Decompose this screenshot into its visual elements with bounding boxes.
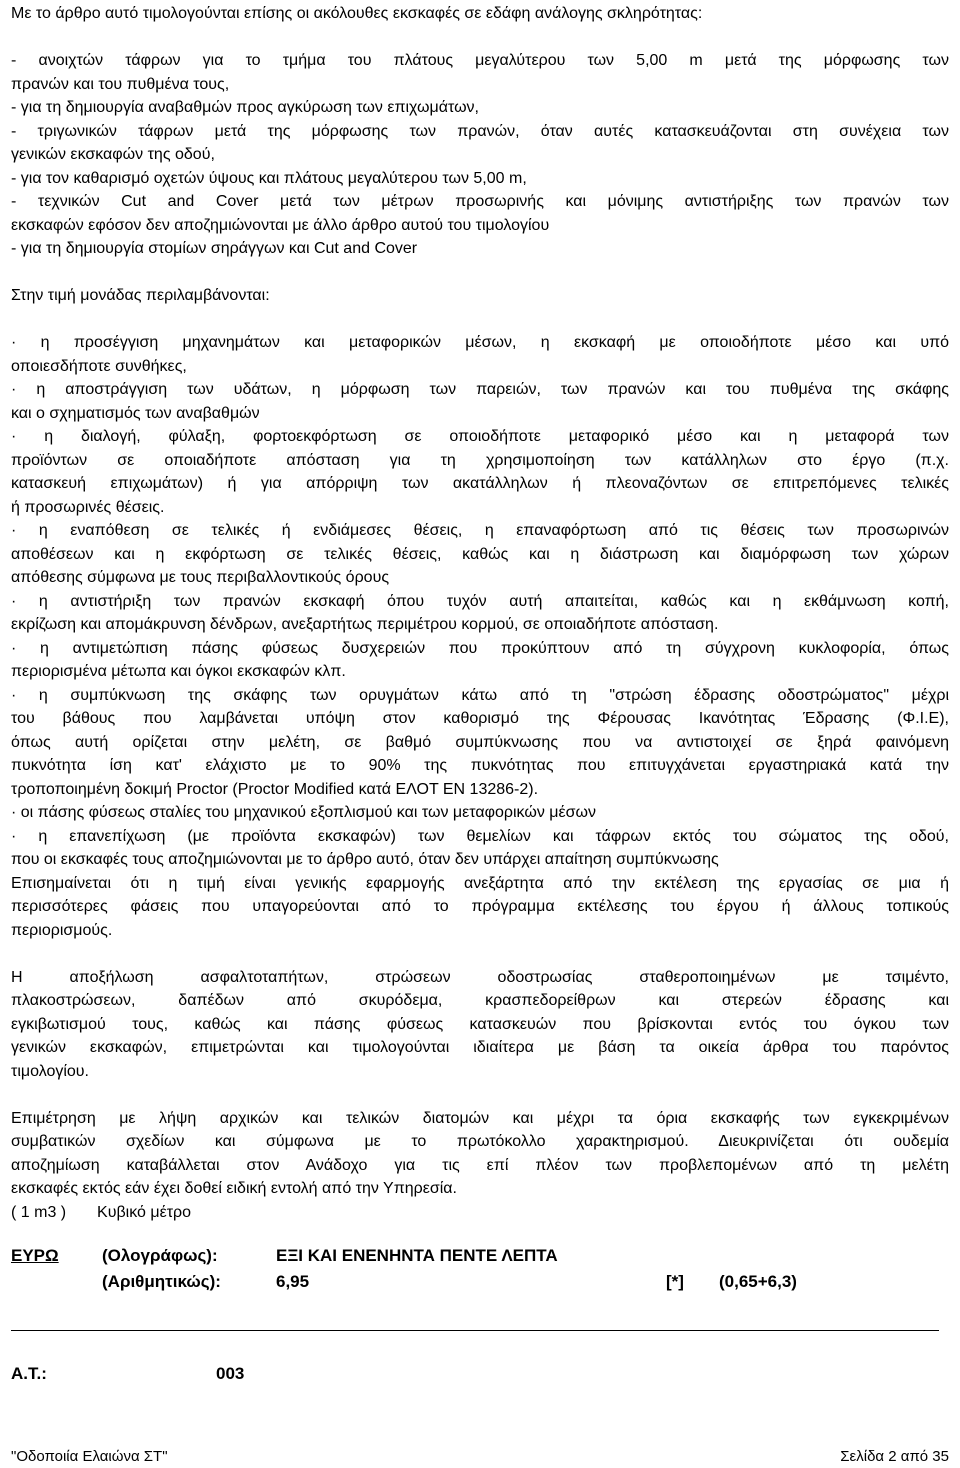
paragraph-line: τιμολογίου. bbox=[11, 1062, 89, 1080]
list-line: - τεχνικών Cut and Cover μετά των μέτρων προσωρινής και μόνιμης αντιστήριξης των πρανών των bbox=[11, 193, 949, 210]
price-marker: [*] bbox=[666, 1272, 684, 1291]
paragraph-line: πλακοστρώσεων, δαπέδων από σκυρόδεμα, κρασπεδορείθρων και στερεών έδρασης και bbox=[11, 992, 949, 1009]
includes-line: οποιεσδήποτε συνθήκες, bbox=[11, 357, 187, 375]
paragraph-line: Η αποξήλωση ασφαλτοταπήτων, στρώσεων οδοστρωσίας σταθεροποιημένων με τσιμέντο, bbox=[11, 968, 949, 986]
includes-line: πυκνότητα ίση κατ' ελάχιστο με το 90% της πυκνότητας που επιτυγχάνεται εργαστηριακά κατά την bbox=[11, 757, 949, 774]
currency-label: ΕΥΡΩ bbox=[11, 1246, 59, 1265]
includes-line: τροποποιημένη δοκιμή Proctor (Proctor Modified κατά ΕΛΟΤ ΕΝ 13286-2). bbox=[11, 780, 539, 798]
paragraph-line: γενικών εκσκαφών, επιμετρώνται και τιμολογούνται ιδιαίτερα με βάση τα οικεία άρθρα του παρόντος bbox=[11, 1039, 949, 1056]
includes-line: · η αντιστήριξη των πρανών εκσκαφή όπου τυχόν αυτή απαιτείται, καθώς και η εκθάμνωση κοπή, bbox=[11, 592, 949, 610]
includes-heading: Στην τιμή μονάδας περιλαμβάνονται: bbox=[11, 287, 270, 304]
words-value: ΕΞΙ ΚΑΙ ΕΝΕΝΗΝΤΑ ΠΕΝΤΕ ΛΕΠΤΑ bbox=[276, 1246, 558, 1265]
words-label: (Ολογράφως): bbox=[102, 1246, 218, 1265]
unit-code: ( 1 m3 ) bbox=[11, 1203, 67, 1221]
includes-line: περιορισμούς. bbox=[11, 921, 113, 939]
includes-line: · η συμπύκνωση της σκάφης των ορυγμάτων κάτω από τη "στρώση έδρασης οδοστρώματος" μέχρι bbox=[11, 686, 949, 704]
includes-line: Επισημαίνεται ότι η τιμή είναι γενικής εφαρμογής ανεξάρτητα από την εκτέλεση της εργασίας σε μια ή bbox=[11, 874, 949, 892]
paragraph-line: Επιμέτρηση με λήψη αρχικών και τελικών διατομών και μέχρι τα όρια εκσκαφής των εγκεκριμένων bbox=[11, 1109, 949, 1127]
includes-line: και ο σχηματισμός των αναβαθμών bbox=[11, 404, 260, 422]
includes-line: όπως αυτή ορίζεται στην μελέτη, σε βαθμό συμπύκνωσης που να αντιστοιχεί σε ξηρά φαινόμενη bbox=[11, 733, 949, 751]
list-line: πρανών και του πυθμένα τους, bbox=[11, 75, 230, 93]
includes-line: προϊόντων σε οποιαδήποτε απόσταση για τη χρησιμοποίηση των κατάλληλων στο έργο (π.χ. bbox=[11, 451, 949, 469]
numeric-label: (Αριθμητικώς): bbox=[102, 1272, 221, 1291]
list-line: - τριγωνικών τάφρων μετά της μόρφωσης των πρανών, όταν αυτές κατασκευάζονται στη συνέχεια των bbox=[11, 122, 949, 140]
includes-line: · η επανεπίχωση (με προϊόντα εκσκαφών) των θεμελίων και τάφρων εκτός του σώματος της οδού, bbox=[11, 827, 949, 845]
includes-line: που οι εκσκαφές τους αποζημιώνονται με το άρθρο αυτό, όταν δεν υπάρχει απαίτηση συμπύκνωσης bbox=[11, 851, 719, 868]
includes-line: · οι πάσης φύσεως σταλίες του μηχανικού εξοπλισμού και των μεταφορικών μέσων bbox=[11, 804, 596, 821]
price-formula: (0,65+6,3) bbox=[719, 1272, 797, 1291]
includes-line: του βάθους που λαμβάνεται υπόψη στον καθορισμό της Φέρουσας Ικανότητας Έδρασης (Φ.Ι.Ε), bbox=[11, 710, 949, 727]
document-page bbox=[11, 2, 949, 1465]
list-line: - ανοιχτών τάφρων για το τμήμα του πλάτους μεγαλύτερου των 5,00 m μετά της μόρφωσης των bbox=[11, 52, 949, 69]
includes-line: · η αποστράγγιση των υδάτων, η μόρφωση των παρειών, των πρανών και του πυθμένα της σκάφης bbox=[11, 381, 949, 398]
footer-title: "Οδοποιία Ελαιώνα ΣΤ" bbox=[11, 1448, 168, 1465]
includes-line: κατασκευή επιχωμάτων) ή για απόρριψη των ακατάλληλων ή πλεοναζόντων σε επιτρεπόμενες τελικές bbox=[11, 475, 949, 492]
paragraph-line: συμβατικών σχεδίων και σύμφωνα με το πρωτόκολλο χαρακτηρισμού. Διευκρινίζεται ότι ουδεμία bbox=[11, 1133, 949, 1150]
paragraph-line: εκσκαφές εκτός εάν έχει δοθεί ειδική εντολή από την Υπηρεσία. bbox=[11, 1180, 457, 1197]
separator-rule bbox=[11, 1330, 939, 1331]
price-block bbox=[11, 1246, 949, 1298]
article-number: 003 bbox=[216, 1364, 245, 1383]
includes-line: · η αντιμετώπιση πάσης φύσεως δυσχερειών που προκύπτουν από τη σύγχρονη κυκλοφορία, όπως bbox=[11, 639, 949, 657]
footer-page-number: Σελίδα 2 από 35 bbox=[840, 1448, 949, 1465]
list-line: - για τον καθαρισμό οχετών ύψους και πλάτους μεγαλύτερου των 5,00 m, bbox=[11, 169, 527, 187]
includes-line: εκρίζωση και απομάκρυνση δένδρων, ανεξαρτήτως περιμέτρου κορμού, σε οποιαδήποτε απόσταση. bbox=[11, 616, 719, 633]
includes-line: περιορισμένα μέτωπα και όγκοι εκσκαφών κλπ. bbox=[11, 663, 346, 680]
paragraph-line: εγκιβωτισμού τους, καθώς και πάσης φύσεως κατασκευών που βρίσκονται εντός του όγκου των bbox=[11, 1015, 949, 1033]
includes-line: · η εναπόθεση σε τελικές ή ενδιάμεσες θέσεις, η επαναφόρτωση από τις θέσεις των προσωρινών bbox=[11, 522, 949, 539]
paragraph-line: αποζημίωση καταβάλλεται στον Ανάδοχο για τις επί πλέον των προβλεπομένων από τη μελέτη bbox=[11, 1156, 949, 1174]
list-line: γενικών εκσκαφών της οδού, bbox=[11, 146, 215, 163]
article-label: Α.Τ.: bbox=[11, 1364, 47, 1383]
numeric-value: 6,95 bbox=[276, 1272, 310, 1291]
includes-line: ή προσωρινές θέσεις. bbox=[11, 498, 165, 516]
unit-line bbox=[11, 1201, 949, 1225]
list-line: - για τη δημιουργία στομίων σηράγγων και Cut and Cover bbox=[11, 240, 418, 257]
list-line: εκσκαφών εφόσον δεν αποζημιώνονται με άλλο άρθρο αυτού του τιμολογίου bbox=[11, 216, 550, 234]
intro-line: Με το άρθρο αυτό τιμολογούνται επίσης οι ακόλουθες εκσκαφές σε εδάφη ανάλογης σκληρότητας: bbox=[11, 5, 703, 22]
includes-line: · η διαλογή, φύλαξη, φορτοεκφόρτωση σε οποιοδήποτε μεταφορικό μέσο και η μεταφορά των bbox=[11, 428, 949, 445]
includes-line: περισσότερες φάσεις που υπαγορεύονται από το πρόγραμμα εκτέλεσης του έργου ή άλλους τοπικούς bbox=[11, 898, 949, 915]
includes-line: · η προσέγγιση μηχανημάτων και μεταφορικών μέσων, η εκσκαφή με οποιοδήποτε μέσο και υπό bbox=[11, 334, 949, 351]
includes-line: αποθέσεων και η εκφόρτωση σε τελικές θέσεις, καθώς και η διάστρωση και διαμόρφωση των χώρων bbox=[11, 545, 949, 563]
list-line: - για τη δημιουργία αναβαθμών προς αγκύρωση των επιχωμάτων, bbox=[11, 99, 479, 116]
includes-line: απόθεσης σύμφωνα με τους περιβαλλοντικούς όρους bbox=[11, 569, 390, 586]
unit-label: Κυβικό μέτρο bbox=[97, 1203, 192, 1221]
